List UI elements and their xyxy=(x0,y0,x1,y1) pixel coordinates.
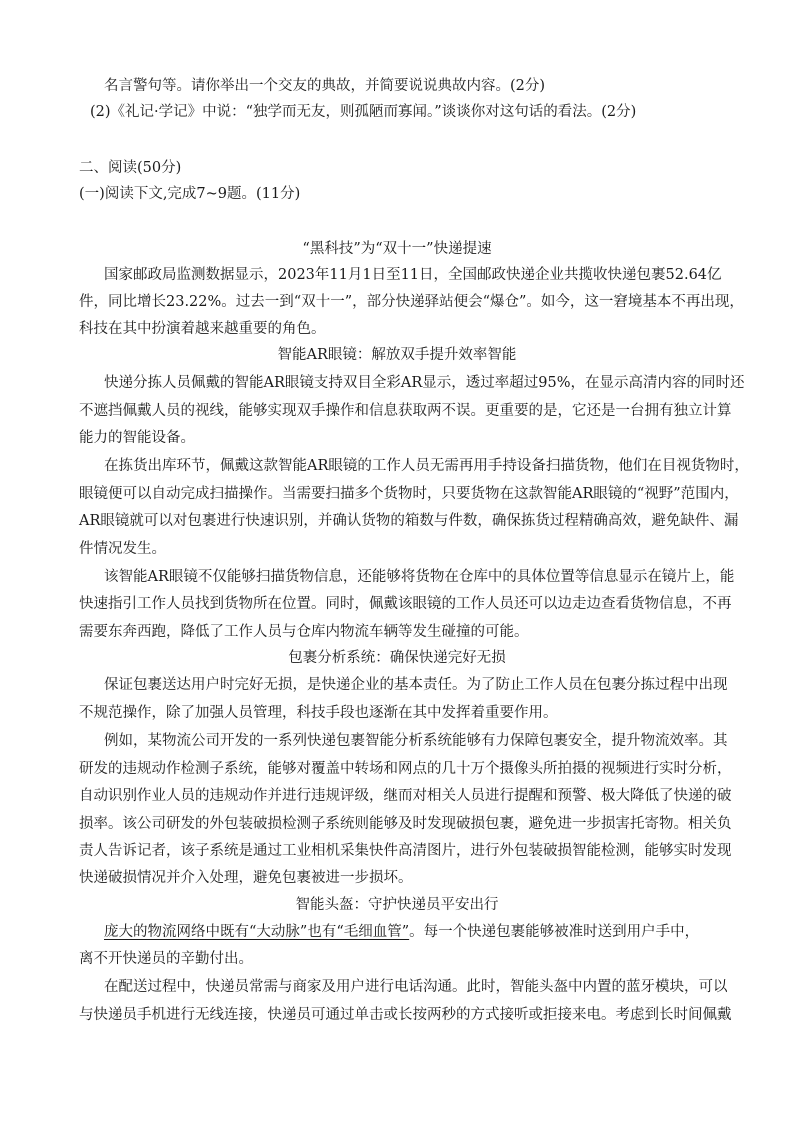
p2-line-2: 眼镜便可以自动完成扫描操作。当需要扫描多个货物时，只要货物在这款智能AR眼镜的“视野”范围内， xyxy=(79,486,739,502)
p1-line-1: 快递分拣人员佩戴的智能AR眼镜支持双目全彩AR显示，透过率超过95%，在显示高清内容的同时还 xyxy=(104,375,745,391)
q6-line-1: 名言警句等。请你举出一个交友的典故，并简要说说典故内容。(2分) xyxy=(104,78,546,94)
article-title: “黑科技”为“双十一”快递提速 xyxy=(302,241,492,257)
p5-line-5: 责人告诉记者，该子系统是通过工业相机采集快件高清图片，进行外包装破损智能检测，能够实时发现 xyxy=(79,843,732,859)
p6-underlined-phrase: 庞大的物流网络中既有“大动脉”也有“毛细血管” xyxy=(104,924,410,940)
p6-line-1 xyxy=(104,922,715,942)
p5-line-1: 例如，某物流公司开发的一系列快递包裹智能分析系统能够有力保障包裹安全，提升物流效率。其 xyxy=(104,733,728,749)
p3-line-1: 该智能AR眼镜不仅能够扫描货物信息，还能够将货物在仓库中的具体位置等信息显示在镜片上，能 xyxy=(104,569,735,585)
p3-line-3: 需要东奔西跑，降低了工作人员与仓库内物流车辆等发生碰撞的可能。 xyxy=(79,624,529,640)
section-subtitle: (一)阅读下文,完成7~9题。(11分) xyxy=(79,186,301,202)
subheading-package-analysis: 包裹分析系统：确保快递完好无损 xyxy=(288,650,506,666)
p4-line-2: 不规范操作，除了加强人员管理，科技手段也逐渐在其中发挥着重要作用。 xyxy=(79,705,558,721)
p2-line-3: AR眼镜就可以对包裹进行快速识别，并确认货物的箱数与件数，确保拣货过程精确高效，避免缺件、漏 xyxy=(79,513,739,529)
p6-line-1-rest: 。每一个快递包裹能够被准时送到用户手中， xyxy=(409,924,700,940)
p1-line-2: 不遮挡佩戴人员的视线，能够实现双手操作和信息获取两不误。更重要的是，它还是一台拥有独立计算 xyxy=(79,403,732,419)
intro-line-1: 国家邮政局监测数据显示，2023年11月1日至11日，全国邮政快递企业共揽收快递包裹52.64亿 xyxy=(104,267,722,283)
p1-line-3: 能力的智能设备。 xyxy=(79,430,195,446)
subheading-ar-glasses: 智能AR眼镜：解放双手提升效率智能 xyxy=(277,347,517,363)
intro-line-3: 科技在其中扮演着越来越重要的角色。 xyxy=(79,321,326,337)
p5-line-6: 快递破损情况并介入处理，避免包裹被进一步损坏。 xyxy=(79,870,413,886)
subheading-smart-helmet: 智能头盔：守护快递员平安出行 xyxy=(295,897,499,913)
q6-line-2: (2)《礼记·学记》中说：“独学而无友，则孤陋而寡闻。”谈谈你对这句话的看法。(2分) xyxy=(90,104,637,120)
p2-line-1: 在拣货出库环节，佩戴这款智能AR眼镜的工作人员无需再用手持设备扫描货物，他们在目视货物时， xyxy=(104,458,749,474)
p7-line-1: 在配送过程中，快递员常需与商家及用户进行电话沟通。此时，智能头盔中内置的蓝牙模块，可以 xyxy=(104,979,728,995)
p3-line-2: 快速指引工作人员找到货物所在位置。同时，佩戴该眼镜的工作人员还可以边走边查看货物信息，不再 xyxy=(79,596,732,612)
p5-line-2: 研发的违规动作检测子系统，能够对覆盖中转场和网点的几十万个摄像头所拍摄的视频进行实时分析， xyxy=(79,761,732,777)
p4-line-1: 保证包裹送达用户时完好无损，是快递企业的基本责任。为了防止工作人员在包裹分拣过程中出现 xyxy=(104,677,728,693)
p6-line-2: 离不开快递员的辛勤付出。 xyxy=(79,951,253,967)
p5-line-3: 自动识别作业人员的违规动作并进行违规评级，继而对相关人员进行提醒和预警、极大降低了快递的破 xyxy=(79,788,732,804)
intro-line-2: 件，同比增长23.22%。过去一到“双十一”，部分快递驿站便会“爆仓”。如今，这一窘境基本不再出现， xyxy=(79,294,744,310)
p2-line-4: 件情况发生。 xyxy=(79,541,166,557)
p7-line-2: 与快递员手机进行无线连接，快递员可通过单击或长按两秒的方式接听或拒接来电。考虑到长时间佩戴 xyxy=(79,1007,732,1023)
p5-line-4: 损率。该公司研发的外包装破损检测子系统则能够及时发现破损包裹，避免进一步损害托寄物。相关负 xyxy=(79,816,732,832)
section-title: 二、阅读(50分) xyxy=(79,160,182,176)
